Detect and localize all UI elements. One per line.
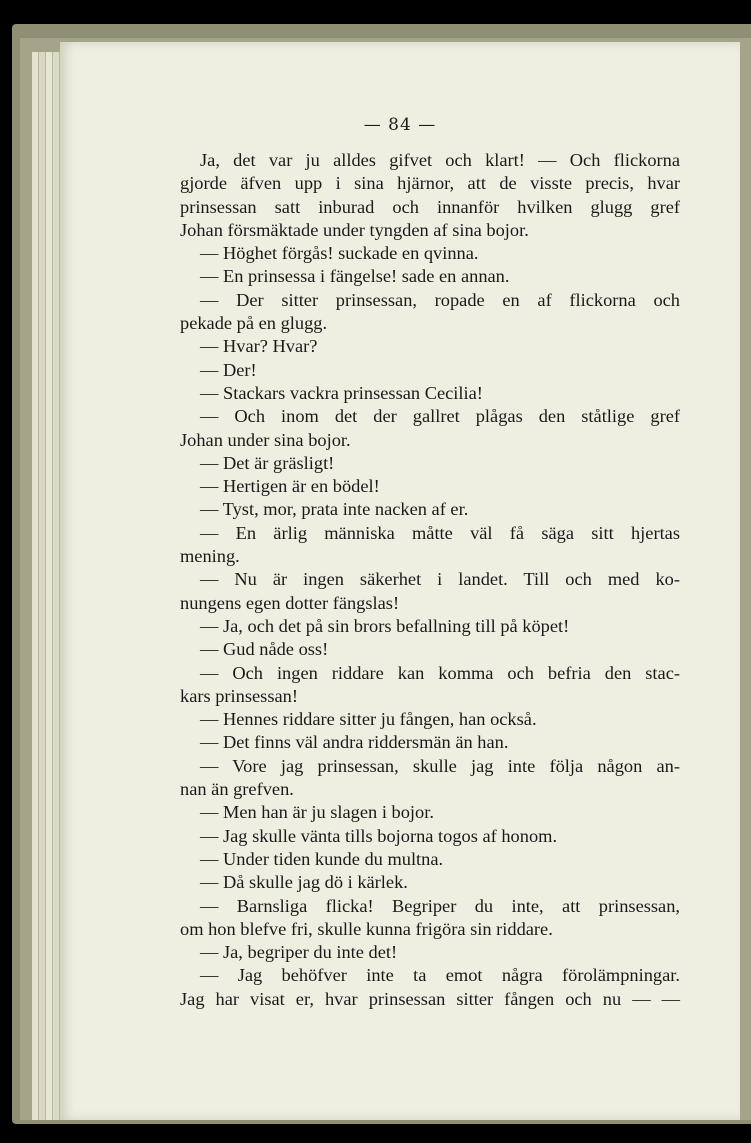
text-line: — Jag skulle vänta tills bojorna togos af honom.: [200, 825, 558, 846]
text-line: gjorde äfven upp i sina hjärnor, att de visste precis, hvar: [180, 173, 680, 194]
text-line: — Gud nåde oss!: [200, 639, 329, 660]
page-edge: [46, 52, 53, 1120]
text-line: — Hertigen är en bödel!: [200, 476, 380, 497]
text-line: Jag har visat er, hvar prinsessan sitter fången och nu — —: [180, 988, 680, 1009]
text-line: — Tyst, mor, prata inte nacken af er.: [200, 499, 469, 520]
page-edge: [39, 52, 46, 1120]
page-number: — 84 —: [363, 115, 437, 135]
text-line: — Nu är ingen säkerhet i landet. Till och med ko-: [200, 569, 680, 590]
text-line: prinsessan satt inburad och innanför hvilken glugg gref: [180, 196, 680, 217]
text-line: — Jag behöfver inte ta emot några förolämpningar.: [200, 965, 680, 986]
text-line: Johan under sina bojor.: [180, 429, 351, 450]
text-line: — Det är gräsligt!: [200, 452, 335, 473]
text-line: — Under tiden kunde du multna.: [200, 848, 444, 869]
text-line: — Ja, och det på sin brors befallning till på köpet!: [200, 615, 570, 636]
text-line: — Ja, begriper du inte det!: [200, 942, 398, 963]
text-line: — Hennes riddare sitter ju fången, han också.: [200, 709, 537, 730]
text-line: — Men han är ju slagen i bojor.: [200, 802, 434, 823]
text-line: — Barnsliga flicka! Begriper du inte, att prinsessan,: [200, 895, 680, 916]
text-line: nungens egen dotter fängslas!: [180, 592, 400, 613]
text-line: — Der!: [200, 359, 257, 380]
text-line: — En ärlig människa måtte väl få säga sitt hjertas: [200, 522, 680, 543]
text-line: mening.: [180, 546, 240, 567]
text-line: nan än grefven.: [180, 779, 294, 800]
text-line: — Stackars vackra prinsessan Cecilia!: [200, 382, 483, 403]
text-line: — Hvar? Hvar?: [200, 336, 318, 357]
text-line: — Det finns väl andra riddersmän än han.: [200, 732, 509, 753]
text-line: kars prinsessan!: [180, 685, 298, 706]
text-line: pekade på en glugg.: [180, 313, 328, 334]
text-line: — Vore jag prinsessan, skulle jag inte följa någon an-: [200, 755, 680, 776]
page-edge: [32, 52, 39, 1120]
text-line: — Och inom det der gallret plågas den ståtlige gref: [200, 406, 680, 427]
text-line: — En prinsessa i fängelse! sade en annan.: [200, 266, 510, 287]
text-line: — Då skulle jag dö i kärlek.: [200, 872, 408, 893]
book-page: [60, 42, 740, 1120]
text-line: — Höghet förgås! suckade en qvinna.: [200, 243, 479, 264]
text-line: Johan försmäktade under tyngden af sina bojor.: [180, 219, 529, 240]
page-text: [180, 149, 680, 1011]
text-line: — Der sitter prinsessan, ropade en af flickorna och: [200, 289, 680, 310]
text-line: Ja, det var ju alldes gifvet och klart! — Och flickorna: [200, 150, 680, 170]
page-edge: [53, 52, 60, 1120]
text-line: om hon blefve fri, skulle kunna frigöra sin riddare.: [180, 918, 553, 939]
text-line: — Och ingen riddare kan komma och befria den stac-: [200, 662, 680, 683]
